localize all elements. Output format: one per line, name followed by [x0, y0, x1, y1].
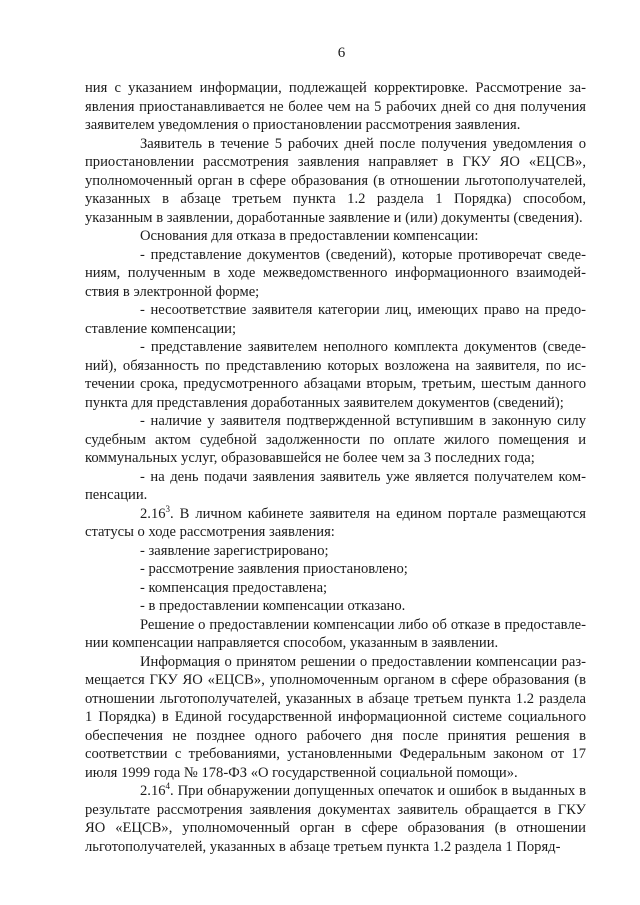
list-item: - несоответствие заявителя категории лиц, имеющих право на предоставление компенсации;: [85, 302, 586, 337]
paragraph: Заявитель в течение 5 рабочих дней после получения уведомления о приостановлении рассмотрения заявления направляет в ГКУ ЯО «ЕЦСВ», уполномоченный орган в сфере образования (в отношении льготополучателей, указанных в абзаце третьем пункта 1.2 раздела 1 Порядка) способом, указанным в заявлении, доработанные заявление и (или) документы (сведения).: [85, 135, 586, 226]
clause-superscript: 3: [165, 503, 171, 514]
list-item: - рассмотрение заявления приостановлено;: [140, 561, 408, 577]
list-item: - в предоставлении компенсации отказано.: [140, 598, 406, 614]
list-item: - представление документов (сведений), которые противоречат сведениям, полученным в ходе межведомственного информационного взаимодействия в электронной форме;: [85, 246, 586, 300]
clause-text: . При обнаружении допущенных опечаток и ошибок в выданных в результате рассмотрения заявления документах заявитель обращается в ГКУ ЯО «ЕЦСВ», уполномоченный орган в сфере образования (в отношении льготополучателей, указанных в абзаце третьем пункта 1.2 раздела 1 Поряд-: [85, 783, 586, 855]
paragraph: ния с указанием информации, подлежащей корректировке. Рассмотрение заявления приостанавливается не более чем на 5 рабочих дней со дня получения заявителем уведомления о приостановлении рассмотрения заявления.: [85, 80, 586, 133]
clause-number: 2.16: [140, 783, 166, 799]
list-item: - представление заявителем неполного комплекта документов (сведений), обязанность по представлению которых возложена на заявителя, по истечении срока, предусмотренного абзацами вторым, третьим, шестым данного пункта для представления доработанных заявителем документов (сведений);: [85, 339, 586, 411]
paragraph: Основания для отказа в предоставлении компенсации:: [140, 228, 479, 244]
page-number: 6: [337, 45, 346, 61]
clause-paragraph: [85, 505, 586, 542]
clause-superscript: 4: [165, 781, 171, 791]
list-item: - наличие у заявителя подтвержденной вступившим в законную силу судебным актом судебной задолженности по оплате жилого помещения и коммунальных услуг, образовавшейся не более чем за 3 последних года;: [85, 413, 586, 466]
paragraph: Решение о предоставлении компенсации либо об отказе в предоставлении компенсации направляется способом, указанным в заявлении.: [85, 616, 586, 651]
list-item: - компенсация предоставлена;: [140, 579, 328, 596]
list-item: - на день подачи заявления заявитель уже является получателем компенсации.: [85, 468, 586, 503]
list-item: - заявление зарегистрировано;: [140, 542, 329, 559]
clause-paragraph: [85, 782, 586, 856]
clause-text: . В личном кабинете заявителя на едином портале размещаются статусы о ходе рассмотрения заявления:: [85, 505, 586, 540]
clause-number: 2.16: [140, 505, 166, 522]
paragraph: Информация о принятом решении о предоставлении компенсации размещается ГКУ ЯО «ЕЦСВ», уполномоченным органом в сфере образования (в отношении льготополучателей, указанных в абзаце третьем пункта 1.2 раздела 1 Порядка) в Единой государственной информационной системе социального обеспечения не позднее одного рабочего дня после принятия решения в соответствии с требованиями, установленными Федеральным законом от 17 июля 1999 года № 178-ФЗ «О государственной социальной помощи».: [85, 653, 586, 781]
